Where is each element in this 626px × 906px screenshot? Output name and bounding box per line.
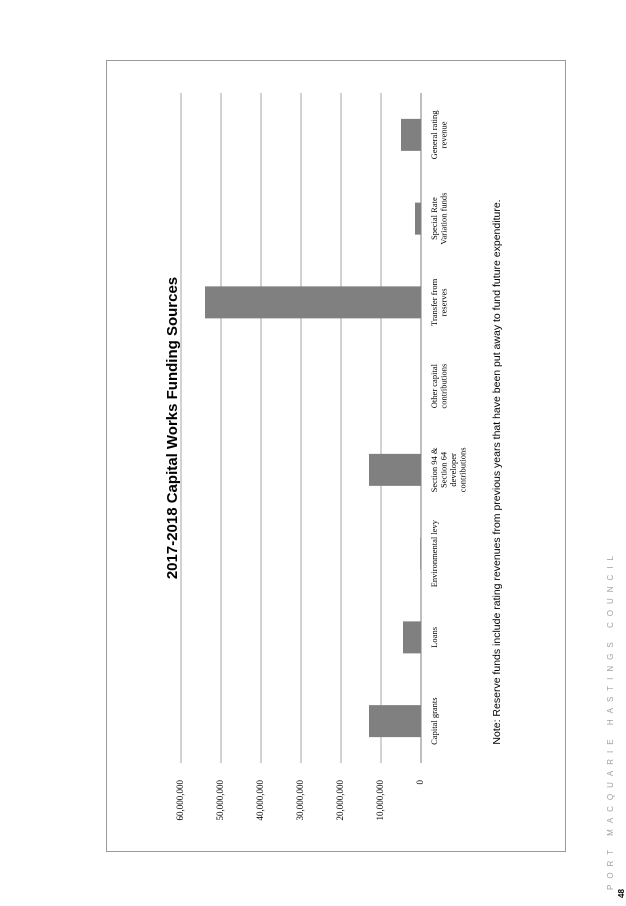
bar bbox=[205, 286, 421, 318]
bar bbox=[401, 119, 421, 151]
y-tick-label: 60,000,000 bbox=[175, 780, 186, 821]
bar bbox=[369, 705, 421, 737]
category-label: Other capitalcontributions bbox=[429, 363, 449, 409]
bar bbox=[403, 621, 421, 653]
footer-council-name: PORT MACQUARIE HASTINGS COUNCIL bbox=[606, 550, 615, 890]
y-tick-label: 0 bbox=[415, 780, 426, 785]
y-tick-label: 20,000,000 bbox=[335, 780, 346, 821]
category-label: Environmental levy bbox=[429, 519, 439, 588]
page-number: 48 bbox=[617, 889, 626, 898]
category-label: Loans bbox=[429, 626, 439, 648]
category-label: Transfer fromreserves bbox=[429, 278, 449, 326]
y-tick-label: 40,000,000 bbox=[255, 780, 266, 821]
y-tick-label: 50,000,000 bbox=[215, 780, 226, 821]
bar bbox=[415, 203, 421, 235]
bar bbox=[369, 454, 421, 486]
category-label: Special RateVariation funds bbox=[429, 192, 449, 245]
bar bbox=[420, 538, 421, 570]
category-label: Capital grants bbox=[429, 697, 439, 745]
category-label: Section 94 &Section 64developercontributions bbox=[429, 447, 468, 493]
y-tick-label: 10,000,000 bbox=[375, 780, 386, 821]
y-tick-label: 30,000,000 bbox=[295, 780, 306, 821]
chart-note: Note: Reserve funds include rating revenues from previous years that have been put away to fund future expenditure. bbox=[491, 199, 503, 745]
chart-title: 2017-2018 Capital Works Funding Sources bbox=[164, 276, 181, 580]
category-label: General ratingrevenue bbox=[429, 110, 449, 160]
